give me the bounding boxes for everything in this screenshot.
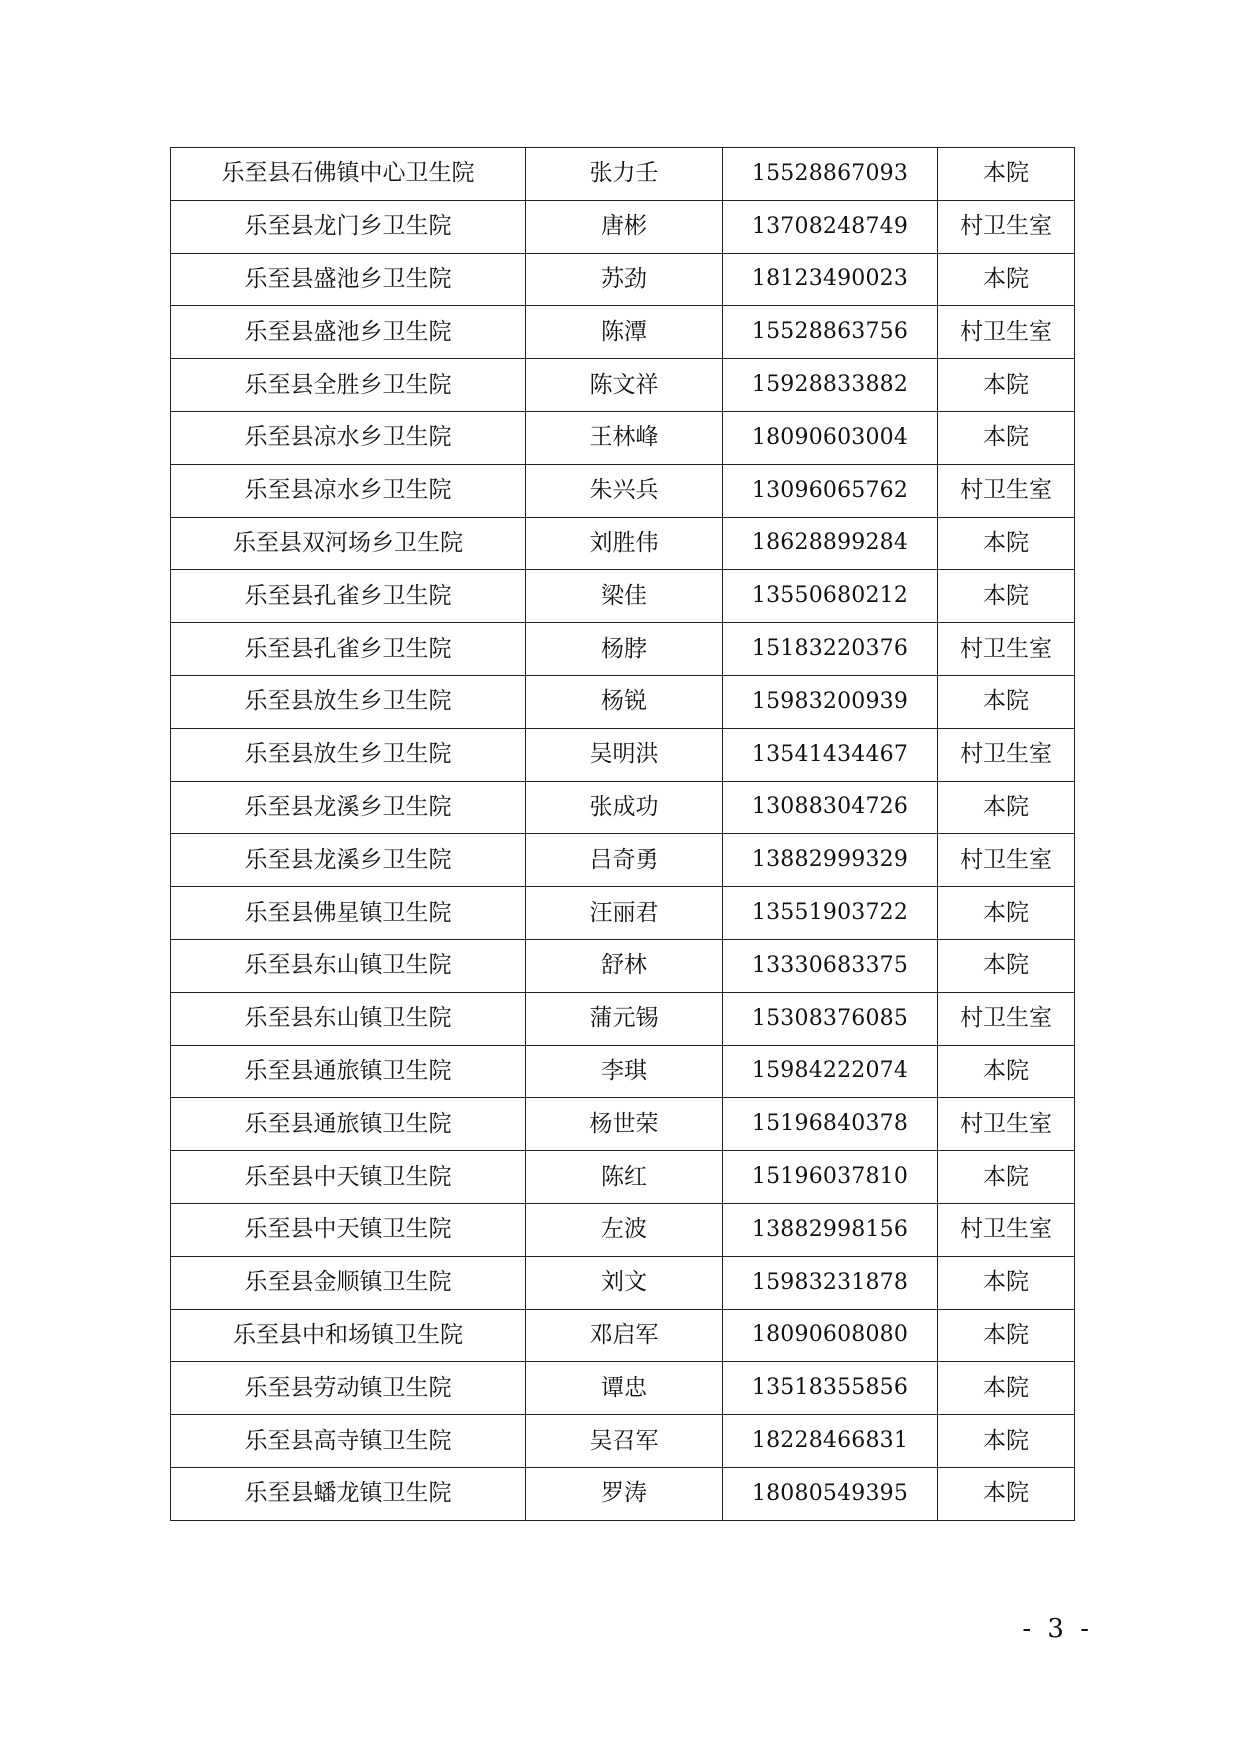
table-row xyxy=(171,306,1075,359)
table-row xyxy=(171,517,1075,570)
contact-name-cell: 李琪 xyxy=(526,1045,723,1098)
table-row xyxy=(171,1151,1075,1204)
location-type-cell: 本院 xyxy=(938,570,1075,623)
contact-name-cell: 谭忠 xyxy=(526,1362,723,1415)
location-type-cell: 本院 xyxy=(938,148,1075,201)
phone-cell: 15928833882 xyxy=(723,359,938,412)
location-type-cell: 本院 xyxy=(938,517,1075,570)
phone-cell: 13541434467 xyxy=(723,728,938,781)
contact-name-cell: 汪丽君 xyxy=(526,887,723,940)
phone-cell: 18090603004 xyxy=(723,411,938,464)
location-type-cell: 本院 xyxy=(938,887,1075,940)
location-type-cell: 村卫生室 xyxy=(938,623,1075,676)
phone-cell: 15984222074 xyxy=(723,1045,938,1098)
phone-cell: 13088304726 xyxy=(723,781,938,834)
table-row xyxy=(171,464,1075,517)
location-type-cell: 村卫生室 xyxy=(938,306,1075,359)
unit-cell: 乐至县通旅镇卫生院 xyxy=(171,1098,526,1151)
phone-cell: 15196037810 xyxy=(723,1151,938,1204)
unit-cell: 乐至县双河场乡卫生院 xyxy=(171,517,526,570)
phone-cell: 18090608080 xyxy=(723,1309,938,1362)
phone-cell: 18628899284 xyxy=(723,517,938,570)
table-row xyxy=(171,675,1075,728)
phone-cell: 15308376085 xyxy=(723,992,938,1045)
contact-table-body xyxy=(171,148,1075,1521)
table-row xyxy=(171,1098,1075,1151)
location-type-cell: 本院 xyxy=(938,1309,1075,1362)
location-type-cell: 本院 xyxy=(938,1467,1075,1520)
unit-cell: 乐至县龙门乡卫生院 xyxy=(171,200,526,253)
unit-cell: 乐至县龙溪乡卫生院 xyxy=(171,834,526,887)
phone-cell: 15983231878 xyxy=(723,1256,938,1309)
unit-cell: 乐至县中和场镇卫生院 xyxy=(171,1309,526,1362)
contact-name-cell: 杨脖 xyxy=(526,623,723,676)
contact-name-cell: 陈潭 xyxy=(526,306,723,359)
location-type-cell: 本院 xyxy=(938,1256,1075,1309)
contact-name-cell: 唐彬 xyxy=(526,200,723,253)
phone-cell: 15528867093 xyxy=(723,148,938,201)
location-type-cell: 本院 xyxy=(938,1415,1075,1468)
phone-cell: 15983200939 xyxy=(723,675,938,728)
phone-cell: 15183220376 xyxy=(723,623,938,676)
table-row xyxy=(171,570,1075,623)
contact-name-cell: 左波 xyxy=(526,1203,723,1256)
phone-cell: 13550680212 xyxy=(723,570,938,623)
table-row xyxy=(171,1256,1075,1309)
table-row xyxy=(171,1415,1075,1468)
unit-cell: 乐至县孔雀乡卫生院 xyxy=(171,623,526,676)
contact-name-cell: 梁佳 xyxy=(526,570,723,623)
phone-cell: 13882999329 xyxy=(723,834,938,887)
contact-name-cell: 罗涛 xyxy=(526,1467,723,1520)
phone-cell: 15196840378 xyxy=(723,1098,938,1151)
location-type-cell: 本院 xyxy=(938,253,1075,306)
contact-name-cell: 邓启军 xyxy=(526,1309,723,1362)
table-row xyxy=(171,411,1075,464)
table-row xyxy=(171,834,1075,887)
contact-name-cell: 刘文 xyxy=(526,1256,723,1309)
unit-cell: 乐至县中天镇卫生院 xyxy=(171,1203,526,1256)
table-row xyxy=(171,623,1075,676)
phone-cell: 13330683375 xyxy=(723,939,938,992)
unit-cell: 乐至县中天镇卫生院 xyxy=(171,1151,526,1204)
phone-cell: 18228466831 xyxy=(723,1415,938,1468)
location-type-cell: 本院 xyxy=(938,781,1075,834)
unit-cell: 乐至县金顺镇卫生院 xyxy=(171,1256,526,1309)
unit-cell: 乐至县盛池乡卫生院 xyxy=(171,306,526,359)
contact-name-cell: 陈红 xyxy=(526,1151,723,1204)
page-number: - 3 - xyxy=(1022,1614,1093,1644)
location-type-cell: 村卫生室 xyxy=(938,464,1075,517)
unit-cell: 乐至县石佛镇中心卫生院 xyxy=(171,148,526,201)
unit-cell: 乐至县通旅镇卫生院 xyxy=(171,1045,526,1098)
table-row xyxy=(171,887,1075,940)
unit-cell: 乐至县全胜乡卫生院 xyxy=(171,359,526,412)
contact-name-cell: 王林峰 xyxy=(526,411,723,464)
unit-cell: 乐至县劳动镇卫生院 xyxy=(171,1362,526,1415)
location-type-cell: 本院 xyxy=(938,1362,1075,1415)
unit-cell: 乐至县凉水乡卫生院 xyxy=(171,464,526,517)
contact-name-cell: 吴召军 xyxy=(526,1415,723,1468)
table-row xyxy=(171,781,1075,834)
table-row xyxy=(171,1203,1075,1256)
table-row xyxy=(171,992,1075,1045)
phone-cell: 13551903722 xyxy=(723,887,938,940)
location-type-cell: 本院 xyxy=(938,1151,1075,1204)
contact-name-cell: 蒲元锡 xyxy=(526,992,723,1045)
table-row xyxy=(171,200,1075,253)
location-type-cell: 村卫生室 xyxy=(938,200,1075,253)
contact-table xyxy=(170,147,1075,1521)
table-row xyxy=(171,1362,1075,1415)
unit-cell: 乐至县凉水乡卫生院 xyxy=(171,411,526,464)
location-type-cell: 村卫生室 xyxy=(938,992,1075,1045)
contact-name-cell: 吕奇勇 xyxy=(526,834,723,887)
table-row xyxy=(171,939,1075,992)
location-type-cell: 本院 xyxy=(938,939,1075,992)
contact-name-cell: 吴明洪 xyxy=(526,728,723,781)
location-type-cell: 村卫生室 xyxy=(938,728,1075,781)
phone-cell: 18080549395 xyxy=(723,1467,938,1520)
location-type-cell: 本院 xyxy=(938,359,1075,412)
table-row xyxy=(171,1309,1075,1362)
phone-cell: 13096065762 xyxy=(723,464,938,517)
contact-name-cell: 陈文祥 xyxy=(526,359,723,412)
phone-cell: 15528863756 xyxy=(723,306,938,359)
contact-name-cell: 杨世荣 xyxy=(526,1098,723,1151)
contact-name-cell: 舒林 xyxy=(526,939,723,992)
unit-cell: 乐至县盛池乡卫生院 xyxy=(171,253,526,306)
contact-name-cell: 刘胜伟 xyxy=(526,517,723,570)
contact-name-cell: 苏劲 xyxy=(526,253,723,306)
contact-name-cell: 张力壬 xyxy=(526,148,723,201)
phone-cell: 13708248749 xyxy=(723,200,938,253)
unit-cell: 乐至县龙溪乡卫生院 xyxy=(171,781,526,834)
phone-cell: 18123490023 xyxy=(723,253,938,306)
location-type-cell: 本院 xyxy=(938,675,1075,728)
phone-cell: 13518355856 xyxy=(723,1362,938,1415)
contact-name-cell: 张成功 xyxy=(526,781,723,834)
unit-cell: 乐至县东山镇卫生院 xyxy=(171,992,526,1045)
unit-cell: 乐至县高寺镇卫生院 xyxy=(171,1415,526,1468)
phone-cell: 13882998156 xyxy=(723,1203,938,1256)
location-type-cell: 本院 xyxy=(938,1045,1075,1098)
table-row xyxy=(171,148,1075,201)
unit-cell: 乐至县佛星镇卫生院 xyxy=(171,887,526,940)
unit-cell: 乐至县放生乡卫生院 xyxy=(171,675,526,728)
table-row xyxy=(171,728,1075,781)
table-row xyxy=(171,359,1075,412)
location-type-cell: 村卫生室 xyxy=(938,834,1075,887)
table-row xyxy=(171,1467,1075,1520)
table-row xyxy=(171,1045,1075,1098)
location-type-cell: 本院 xyxy=(938,411,1075,464)
contact-name-cell: 杨锐 xyxy=(526,675,723,728)
contact-name-cell: 朱兴兵 xyxy=(526,464,723,517)
unit-cell: 乐至县孔雀乡卫生院 xyxy=(171,570,526,623)
location-type-cell: 村卫生室 xyxy=(938,1203,1075,1256)
location-type-cell: 村卫生室 xyxy=(938,1098,1075,1151)
unit-cell: 乐至县蟠龙镇卫生院 xyxy=(171,1467,526,1520)
table-row xyxy=(171,253,1075,306)
unit-cell: 乐至县东山镇卫生院 xyxy=(171,939,526,992)
unit-cell: 乐至县放生乡卫生院 xyxy=(171,728,526,781)
